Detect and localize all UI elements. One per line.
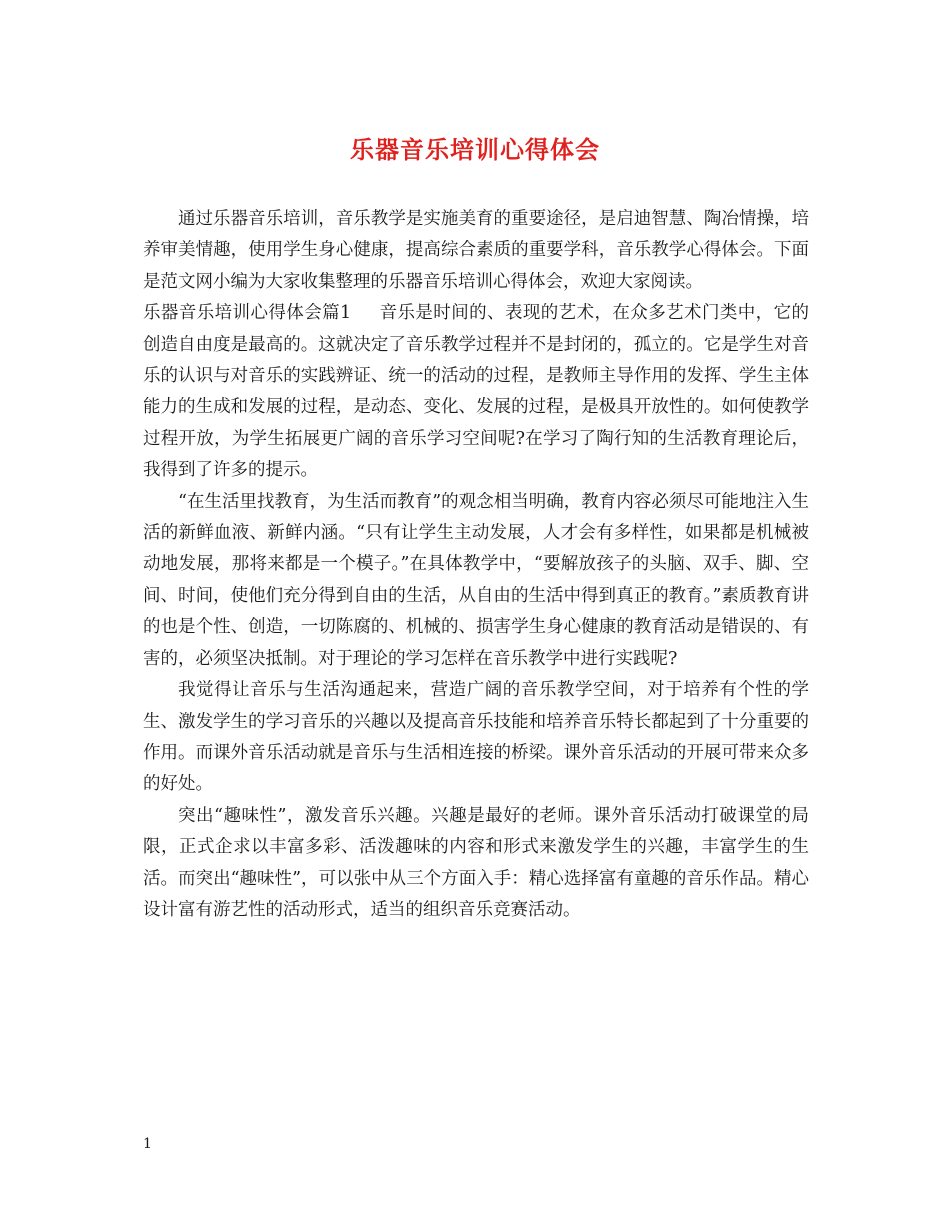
paragraph-4: 突出“趣味性”，激发音乐兴趣。兴趣是最好的老师。课外音乐活动打破课堂的局限，正式企求以丰富多彩、活泼趣味的内容和形式来激发学生的兴趣，丰富学生的生活。而突出“趣味性”，可以张中从三个方面入手：精心选择富有童趣的音乐作品。精心设计富有游艺性的活动形式，适当的组织音乐竞赛活动。 bbox=[143, 805, 809, 920]
document-body bbox=[143, 204, 809, 926]
section-1-paragraph bbox=[143, 298, 809, 486]
document-title: 乐器音乐培训心得体会 bbox=[350, 135, 600, 164]
section-1-heading: 乐器音乐培训心得体会篇1 bbox=[143, 303, 352, 324]
page-number: 1 bbox=[143, 1136, 152, 1152]
paragraph-2: “在生活里找教育，为生活而教育”的观念相当明确，教育内容必须尽可能地注入生活的新鲜血液、新鲜内涵。“只有让学生主动发展，人才会有多样性，如果都是机械被动地发展，那将来都是一个模子。”在具体教学中，“要解放孩子的头脑、双手、脚、空间、时间，使他们充分得到自由的生活，从自由的生活中得到真正的教育。”素质教育讲的也是个性、创造，一切陈腐的、机械的、损害学生身心健康的教育活动是错误的、有害的，必须坚决抵制。对于理论的学习怎样在音乐教学中进行实践呢? bbox=[143, 491, 809, 669]
intro-paragraph: 通过乐器音乐培训，音乐教学是实施美育的重要途径，是启迪智慧、陶冶情操，培养审美情趣，使用学生身心健康，提高综合素质的重要学科，音乐教学心得体会。下面是范文网小编为大家收集整理的乐器音乐培训心得体会，欢迎大家阅读。 bbox=[143, 209, 809, 292]
section-1-text: 音乐是时间的、表现的艺术，在众多艺术门类中，它的创造自由度是最高的。这就决定了音乐教学过程并不是封闭的，孤立的。它是学生对音乐的认识与对音乐的实践辨证、统一的活动的过程，是教师主导作用的发挥、学生主体能力的生成和发展的过程，是动态、变化、发展的过程，是极具开放性的。如何使教学过程开放，为学生拓展更广阔的音乐学习空间呢?在学习了陶行知的生活教育理论后，我得到了许多的提示。 bbox=[143, 303, 810, 481]
paragraph-3: 我觉得让音乐与生活沟通起来，营造广阔的音乐教学空间，对于培养有个性的学生、激发学生的学习音乐的兴趣以及提高音乐技能和培养音乐特长都起到了十分重要的作用。而课外音乐活动就是音乐与生活相连接的桥梁。课外音乐活动的开展可带来众多的好处。 bbox=[143, 680, 809, 795]
